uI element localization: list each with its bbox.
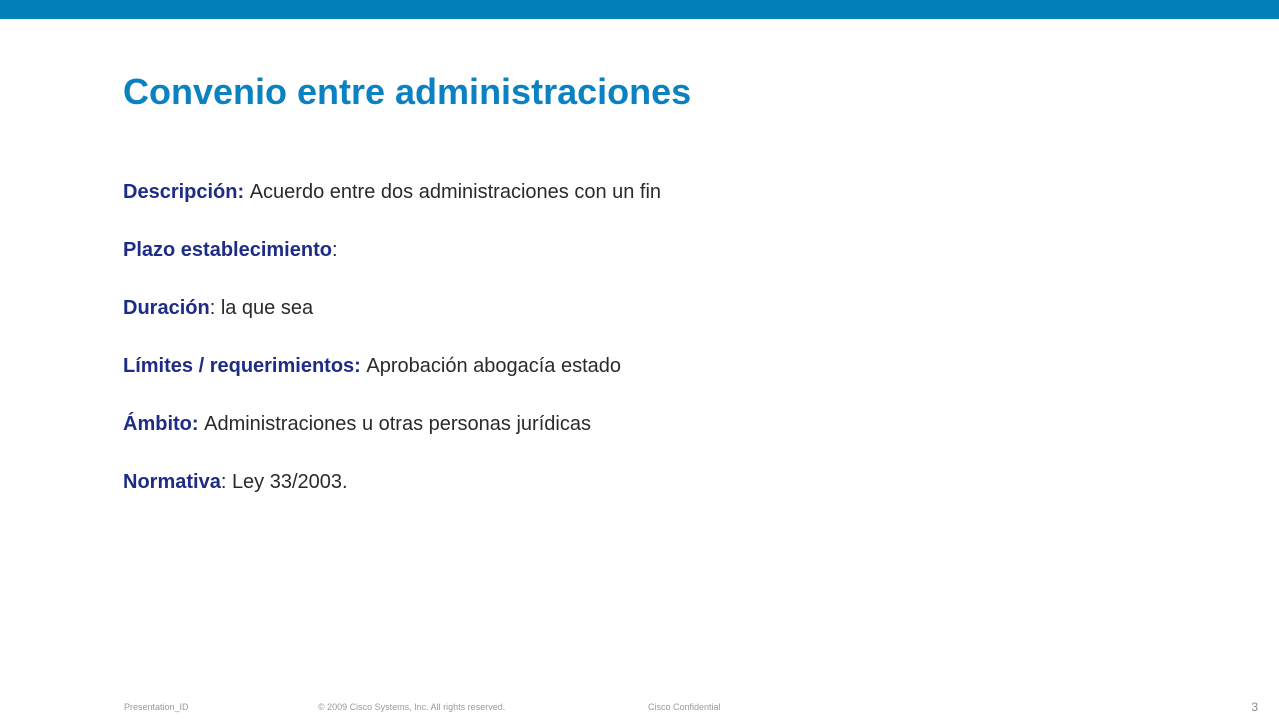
item-value: Aprobación abogacía estado bbox=[366, 355, 622, 377]
footer-presentation-id: Presentation_ID bbox=[124, 702, 189, 712]
item-separator: : bbox=[354, 355, 367, 377]
list-item-duracion bbox=[123, 294, 661, 322]
list-item-plazo-establecimiento bbox=[123, 236, 661, 264]
item-label: Plazo establecimiento bbox=[123, 239, 332, 261]
slide-title: Convenio entre administraciones bbox=[123, 71, 692, 112]
item-value: la que sea bbox=[220, 297, 314, 319]
item-label: Normativa bbox=[123, 471, 221, 493]
footer-confidential-label: Cisco Confidential bbox=[648, 702, 721, 712]
item-label: Límites / requerimientos bbox=[123, 355, 355, 377]
item-value: Acuerdo entre dos administraciones con un fin bbox=[249, 181, 662, 203]
page-number: 3 bbox=[1251, 700, 1258, 714]
item-separator: : bbox=[220, 471, 232, 493]
item-separator: : bbox=[209, 297, 221, 319]
item-value: Ley 33/2003. bbox=[231, 471, 348, 493]
item-label: Ámbito bbox=[123, 413, 192, 435]
item-separator: : bbox=[237, 181, 250, 203]
footer-copyright: © 2009 Cisco Systems, Inc. All rights reserved. bbox=[318, 702, 506, 712]
list-item-limites-requerimientos bbox=[123, 352, 661, 380]
list-item-normativa bbox=[123, 468, 661, 496]
item-value: Administraciones u otras personas jurídicas bbox=[204, 413, 591, 435]
list-item-descripcion bbox=[123, 178, 661, 206]
item-separator: : bbox=[331, 239, 338, 261]
item-label: Descripción bbox=[123, 181, 238, 203]
item-label: Duración bbox=[123, 297, 210, 319]
list-item-ambito bbox=[123, 410, 661, 438]
item-separator: : bbox=[191, 413, 205, 435]
slide-content-list bbox=[123, 178, 661, 526]
top-accent-bar bbox=[0, 0, 1279, 19]
